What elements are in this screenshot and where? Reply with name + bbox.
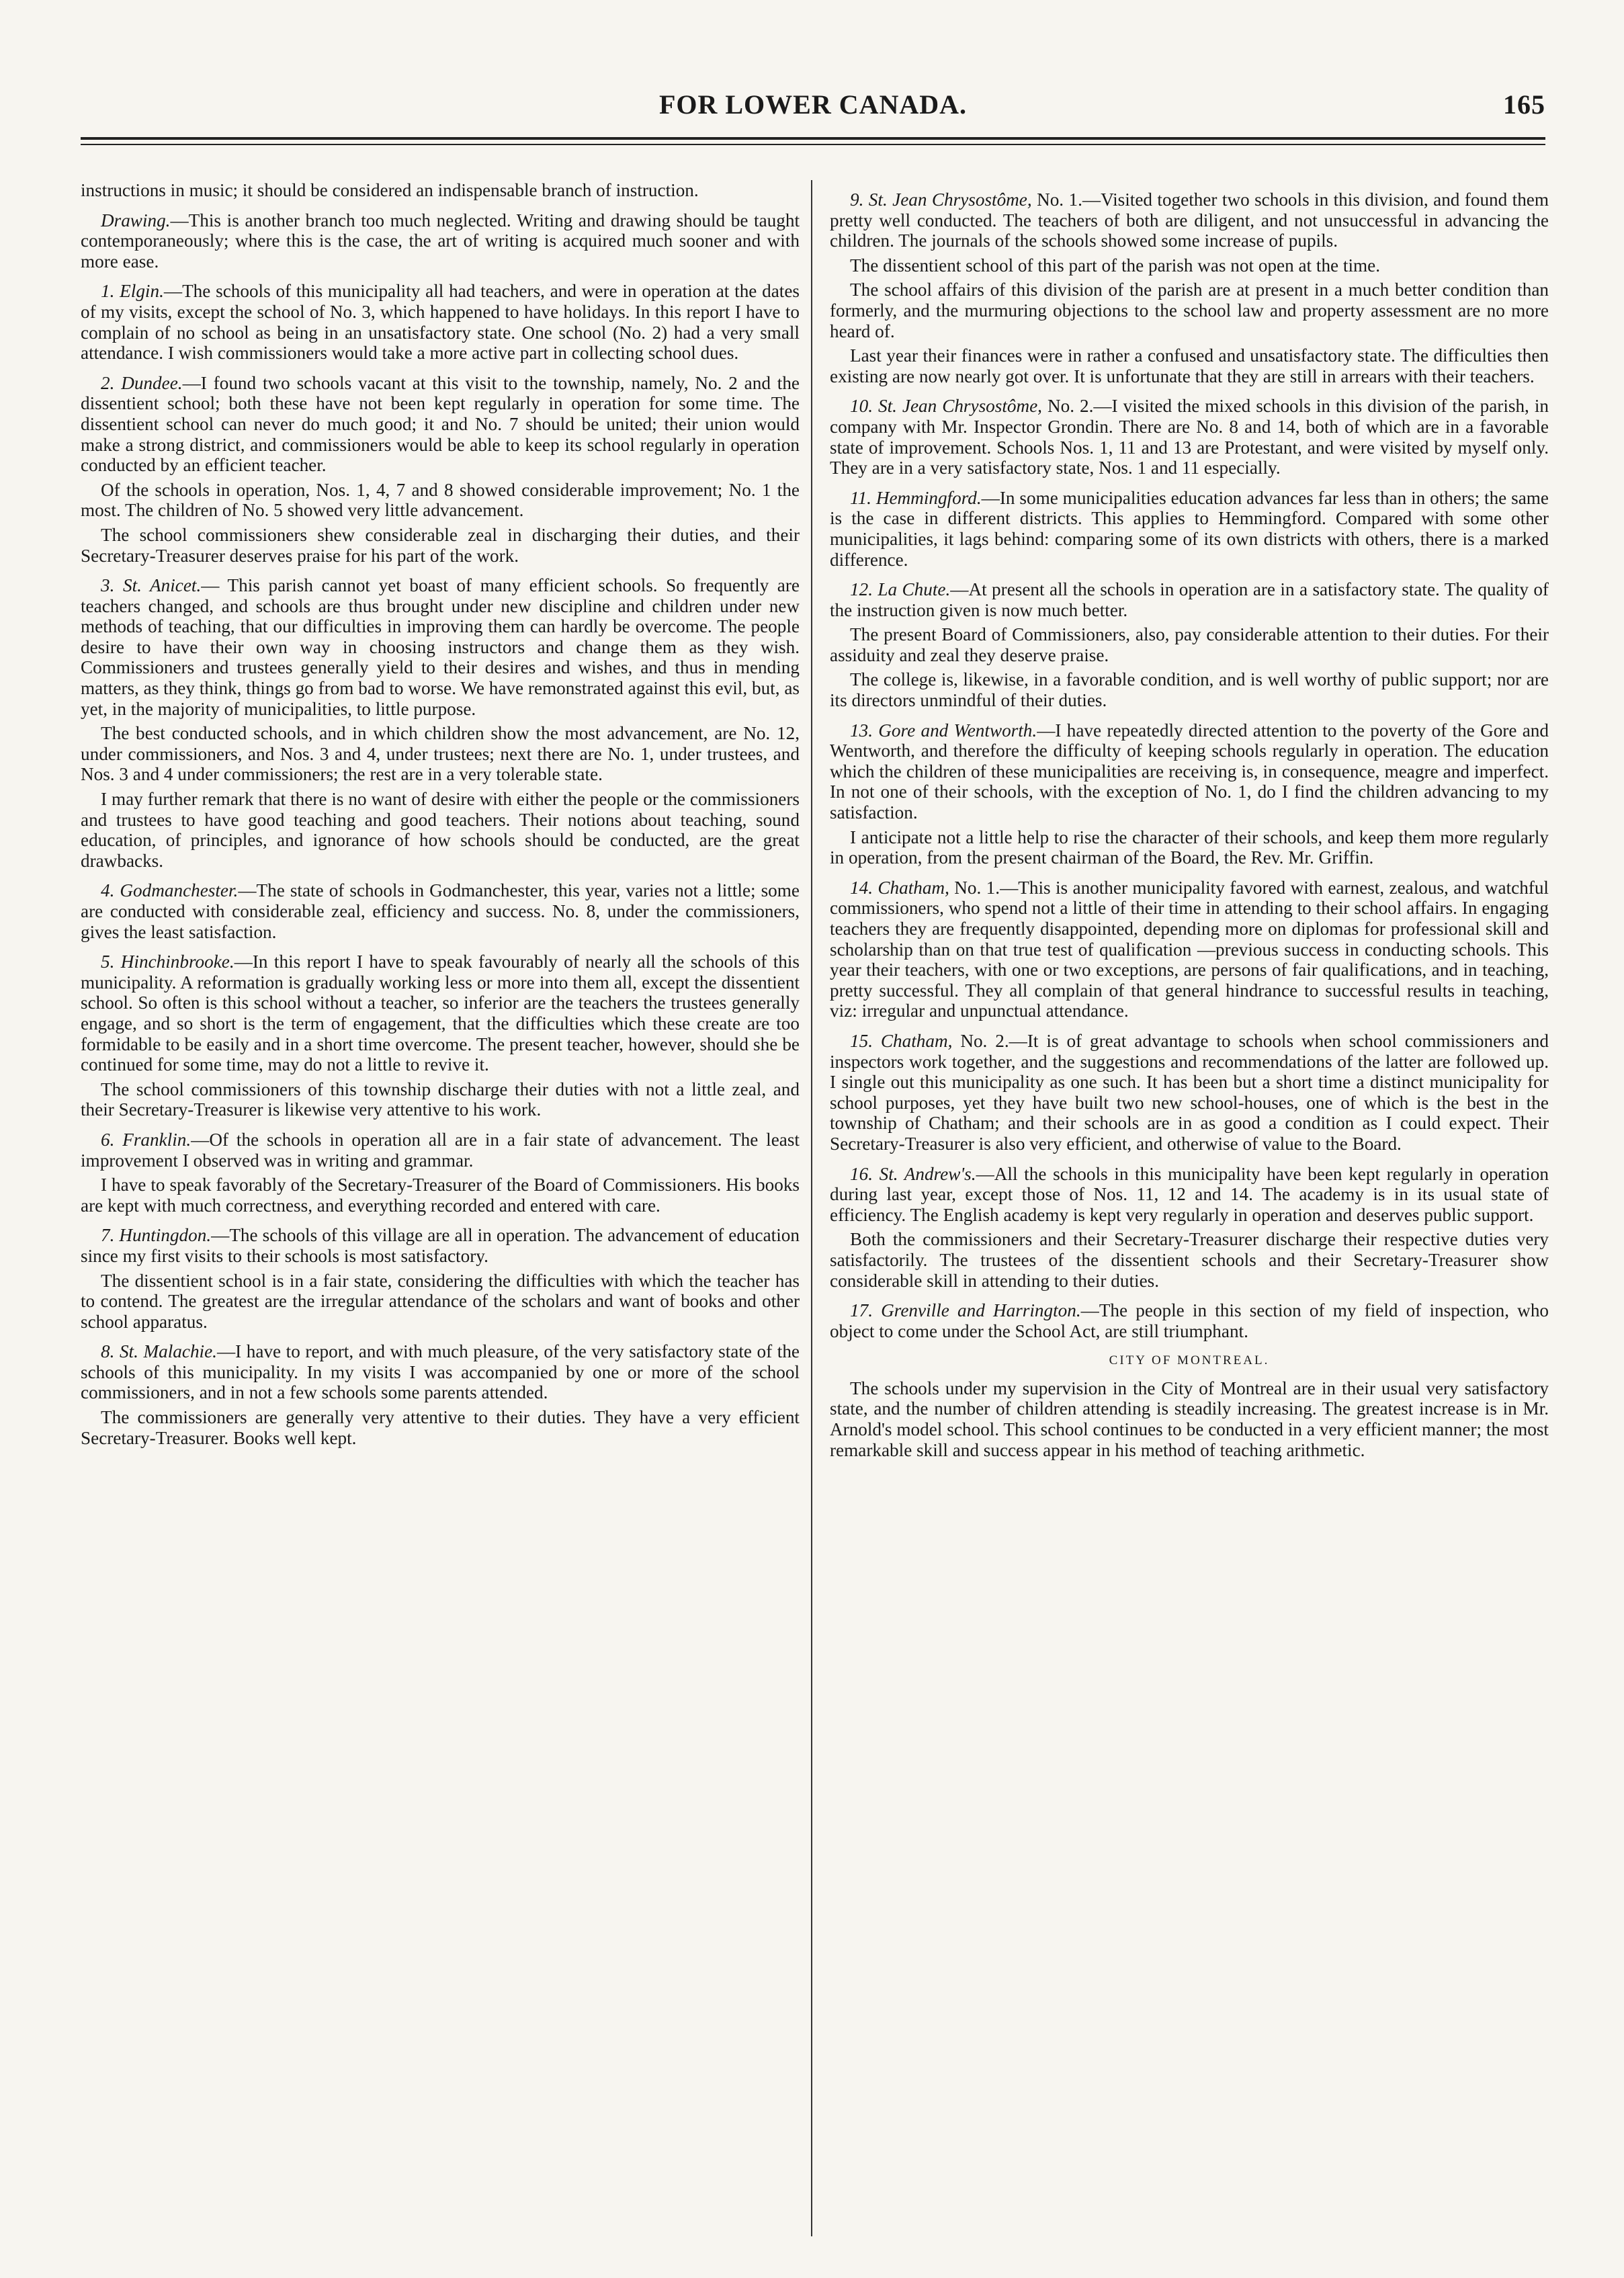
paragraph-lead: 16. St. Andrew's. [850, 1163, 976, 1184]
left-column [81, 180, 800, 2236]
header-rule-thick [81, 137, 1545, 140]
paragraph-lead: 2. Dundee. [101, 372, 183, 393]
paragraph [830, 1229, 1549, 1291]
paragraph [81, 1341, 800, 1403]
paragraph-text: instructions in music; it should be considered an indispensable branch of instruction. [81, 180, 699, 200]
paragraph [830, 189, 1549, 251]
paragraph-text: Both the commissioners and their Secretary-Treasurer discharge their respective duties very satisfactorily. The trustees of the dissentient schools and their Secretary-Treasurer show considerable skill in attending to their duties. [830, 1229, 1549, 1291]
paragraph-text: — This parish cannot yet boast of many efficient schools. So frequently are teachers changed, and schools are thus brought under new discipline and children under new methods of teaching, that our difficulties in improving them can hardly be overcome. The people desire to have their own way in choosing instructors and change them as they wish. Commissioners and trustees generally yield to their desires and wishes, and thus in mending matters, as they think, things go from bad to worse. We have remonstrated against this evil, but, as yet, in the majority of municipalities, to little purpose. [81, 575, 800, 719]
paragraph-text: —In this report I have to speak favourably of nearly all the schools of this municipality. A reformation is gradually working less or more into them all, except the dissentient school. So often is this school without a teacher, so inferior are the teachers the trustees generally engage, and so short is the term of engagement, that the difficulties which these create are too formidable to be easily and in a short time overcome. The present teacher, however, should she be continued for some time, may do not a little to revive it. [81, 952, 800, 1075]
header-rule-thin [81, 144, 1545, 145]
running-header [81, 89, 1545, 129]
paragraph-lead: 10. St. Jean Chrysostôme, [850, 396, 1042, 417]
paragraph-lead: 5. Hinchinbrooke. [101, 952, 234, 972]
paragraph [81, 952, 800, 1075]
paragraph [830, 579, 1549, 620]
paragraph-lead: 15. Chatham, [850, 1030, 953, 1051]
paragraph-lead: 1. Elgin. [101, 281, 164, 302]
paragraph [81, 1271, 800, 1333]
page-number: 165 [1503, 89, 1545, 120]
paragraph [830, 1031, 1549, 1154]
paragraph [830, 280, 1549, 341]
paragraph [830, 255, 1549, 276]
paragraph-lead: Drawing. [101, 210, 171, 230]
paragraph-text: —The schools of this village are all in operation. The advancement of education since my first visits to their schools is most satisfactory. [81, 1225, 800, 1266]
paragraph-lead: 17. Grenville and Harrington. [850, 1300, 1081, 1321]
paragraph-lead: 8. St. Malachie. [101, 1341, 217, 1362]
paragraph-text: The present Board of Commissioners, also, pay considerable attention to their duties. For their assiduity and zeal they deserve praise. [830, 624, 1549, 665]
paragraph [81, 525, 800, 566]
paragraph [830, 396, 1549, 478]
paragraph-text: I anticipate not a little help to rise the character of their schools, and keep them more regularly in operation, from the present chairman of the Board, the Rev. Mr. Griffin. [830, 827, 1549, 868]
paragraph-text: No. 2.—I visited the mixed schools in this division of the parish, in company with Mr. Inspector Grondin. There are No. 8 and 14, both of which are in a favorable state of improvement. Schools Nos. 1, 11 and 13 are Protestant, and were visited by myself only. They are in a very satisfactory state, Nos. 1 and 11 especially. [830, 396, 1549, 478]
paragraph [830, 1164, 1549, 1226]
paragraph [81, 480, 800, 521]
paragraph [81, 575, 800, 719]
paragraph [81, 1225, 800, 1266]
paragraph-lead: 6. Franklin. [101, 1129, 191, 1150]
paragraph-text: —The schools of this municipality all had teachers, and were in operation at the dates of my visits, except the school of No. 3, which happened to have holidays. In this report I have to complain of no school as being in an unsatisfactory state. One school (No. 2) had a very small attendance. I wish commissioners would take a more active part in collecting school dues. [81, 281, 800, 364]
paragraph-text: The commissioners are generally very attentive to their duties. They have a very efficient Secretary-Treasurer. Books well kept. [81, 1407, 800, 1448]
paragraph-text: The dissentient school is in a fair state, considering the difficulties with which the teacher has to contend. The greatest are the irregular attendance of the scholars and want of books and other school apparatus. [81, 1270, 800, 1332]
paragraph-text: —Of the schools in operation all are in a fair state of advancement. The least improvement I observed was in writing and grammar. [81, 1129, 800, 1171]
paragraph-text: Last year their finances were in rather a confused and unsatisfactory state. The difficulties then existing are now nearly got over. It is unfortunate that they are still in arrears with their teachers. [830, 345, 1549, 386]
right-column [830, 180, 1549, 2236]
paragraph [81, 1130, 800, 1171]
paragraph [830, 624, 1549, 665]
paragraph-text: Of the schools in operation, Nos. 1, 4, 7 and 8 showed considerable improvement; No. 1 the most. The children of No. 5 showed very little advancement. [81, 479, 800, 521]
paragraph [81, 1175, 800, 1216]
paragraph-lead: 9. St. Jean Chrysostôme, [850, 189, 1032, 210]
paragraph [81, 1079, 800, 1120]
paragraph-lead: 7. Huntingdon. [101, 1225, 212, 1246]
paragraph-text: —At present all the schools in operation are in a satisfactory state. The quality of the instruction given is now much better. [830, 579, 1549, 620]
paragraph [830, 1300, 1549, 1341]
paragraph [81, 789, 800, 871]
paragraph-text: The schools under my supervision in the City of Montreal are in their usual very satisfactory state, and the number of children attending is steadily increasing. The greatest increase is in Mr. Arnold's model school. This school continues to be conducted in a very efficient manner; the most remarkable skill and success appear in his method of teaching arithmetic. [830, 1378, 1549, 1460]
paragraph [81, 880, 800, 942]
paragraph-text: —The state of schools in Godmanchester, this year, varies not a little; some are conducted with considerable zeal, efficiency and success. No. 8, under the commissioners, gives the least satisfaction. [81, 880, 800, 942]
paragraph-text: I have to speak favorably of the Secretary-Treasurer of the Board of Commissioners. His books are kept with much correctness, and everything recorded and entered with care. [81, 1175, 800, 1216]
paragraph-text: The college is, likewise, in a favorable condition, and is well worthy of public support; nor are its directors unmindful of their duties. [830, 669, 1549, 711]
paragraph-text: The school commissioners shew considerable zeal in discharging their duties, and their Secretary-Treasurer deserves praise for his part of the work. [81, 524, 800, 566]
paragraph-text: —In some municipalities education advances far less than in others; the same is the case in different districts. This applies to Hemmingford. Compared with some other municipalities, it lags behind: comparing some of its own districts with others, there is a marked difference. [830, 487, 1549, 570]
paragraph-text: —I have repeatedly directed attention to the poverty of the Gore and Wentworth, and therefore the difficulty of keeping schools regularly in operation. The education which the children of these municipalities are receiving is, in consequence, meagre and imperfect. In not one of their schools, with the exception of No. 1, do I find the children advancing to my satisfaction. [830, 720, 1549, 823]
paragraph [830, 488, 1549, 570]
paragraph [81, 1407, 800, 1448]
paragraph-text: —The people in this section of my field of inspection, who object to come under the School Act, are still triumphant. [830, 1300, 1549, 1341]
paragraph-text: The school affairs of this division of the parish are at present in a much better condition than formerly, and the murmuring objections to the school law and property assessment are no more heard of. [830, 280, 1549, 341]
paragraph-lead: 13. Gore and Wentworth. [850, 720, 1037, 741]
paragraph-text: —I found two schools vacant at this visit to the township, namely, No. 2 and the dissentient school; both these have not been kept regularly in operation for some time. The dissentient school can never do much good; it and No. 7 should be united; their union would make a strong district, and commissioners would be able to keep its school regularly in operation conducted by an efficient teacher. [81, 372, 800, 476]
paragraph-lead: 11. Hemmingford. [850, 487, 982, 508]
paragraph [81, 210, 800, 272]
paragraph [81, 373, 800, 476]
paragraph-text: —I have to report, and with much pleasure, of the very satisfactory state of the schools of this municipality. In my visits I was accompanied by one or more of the school commissioners, and in not a few schools some parents attended. [81, 1341, 800, 1403]
column-divider [811, 180, 812, 2236]
paragraph-lead: 3. St. Anicet. [101, 575, 202, 596]
paragraph-lead: 12. La Chute. [850, 579, 951, 600]
paragraph [830, 1378, 1549, 1460]
paragraph [830, 669, 1549, 710]
paragraph [830, 827, 1549, 868]
paragraph [830, 878, 1549, 1021]
paragraph [81, 723, 800, 785]
paragraph [81, 281, 800, 363]
paragraph-lead: 14. Chatham, [850, 877, 949, 898]
paragraph-text: No. 1.—This is another municipality favored with earnest, zealous, and watchful commissioners, who spend not a little of their time in attending to their school affairs. In engaging teachers they are frequently disappointed, depending more on diplomas for professional skill and scholarship than on that true test of qualification —previous success in conducting schools. This year their teachers, with one or two exceptions, are persons of fair qualifications, and in teaching, pretty successful. They all complain of that general hindrance to successful results in teaching, viz: irregular and unpunctual attendance. [830, 877, 1549, 1021]
paragraph-text: —All the schools in this municipality have been kept regularly in operation during last year, except those of Nos. 11, 12 and 14. The academy is in its usual state of efficiency. The English academy is kept very regularly in operation and deserves public support. [830, 1163, 1549, 1225]
paragraph-text: No. 2.—It is of great advantage to schools when school commissioners and inspectors work together, and the suggestions and recommendations of the latter are followed up. I single out this municipality as one such. It has been but a short time a distinct municipality for school purposes, yet they have built two new school-houses, one of which is the best in the township of Chatham; and their schools are in as good a condition as I could expect. Their Secretary-Treasurer is also very efficient, and otherwise of value to the Board. [830, 1030, 1549, 1154]
section-heading: CITY OF MONTREAL. [1109, 1353, 1270, 1368]
running-title: FOR LOWER CANADA. [658, 89, 968, 120]
paragraph [830, 720, 1549, 823]
paragraph-text: The school commissioners of this township discharge their duties with not a little zeal, and their Secretary-Treasurer is likewise very attentive to his work. [81, 1079, 800, 1120]
paragraph-text: I may further remark that there is no want of desire with either the people or the commissioners and trustees to have good teaching and good teachers. Their notions about teaching, sound education, of principles, and ignorance of how schools should be conducted, are the great drawbacks. [81, 789, 800, 871]
paragraph [81, 180, 800, 201]
paragraph-text: No. 1.—Visited together two schools in this division, and found them pretty well conducted. The teachers of both are diligent, and not unsuccessful in advancing the children. The journals of the schools showed some increase of pupils. [830, 189, 1549, 251]
paragraph-lead: 4. Godmanchester. [101, 880, 239, 901]
paragraph-text: —This is another branch too much neglected. Writing and drawing should be taught contemporaneously; where this is the case, the art of writing is acquired much sooner and with more ease. [81, 210, 800, 271]
paragraph-text: The best conducted schools, and in which children show the most advancement, are No. 12, under commissioners, and Nos. 3 and 4, under trustees; next there are No. 1, under trustees, and Nos. 3 and 4 under commissioners; the rest are in a very tolerable state. [81, 723, 800, 785]
paragraph [830, 345, 1549, 386]
paragraph-text: The dissentient school of this part of the parish was not open at the time. [850, 255, 1381, 276]
